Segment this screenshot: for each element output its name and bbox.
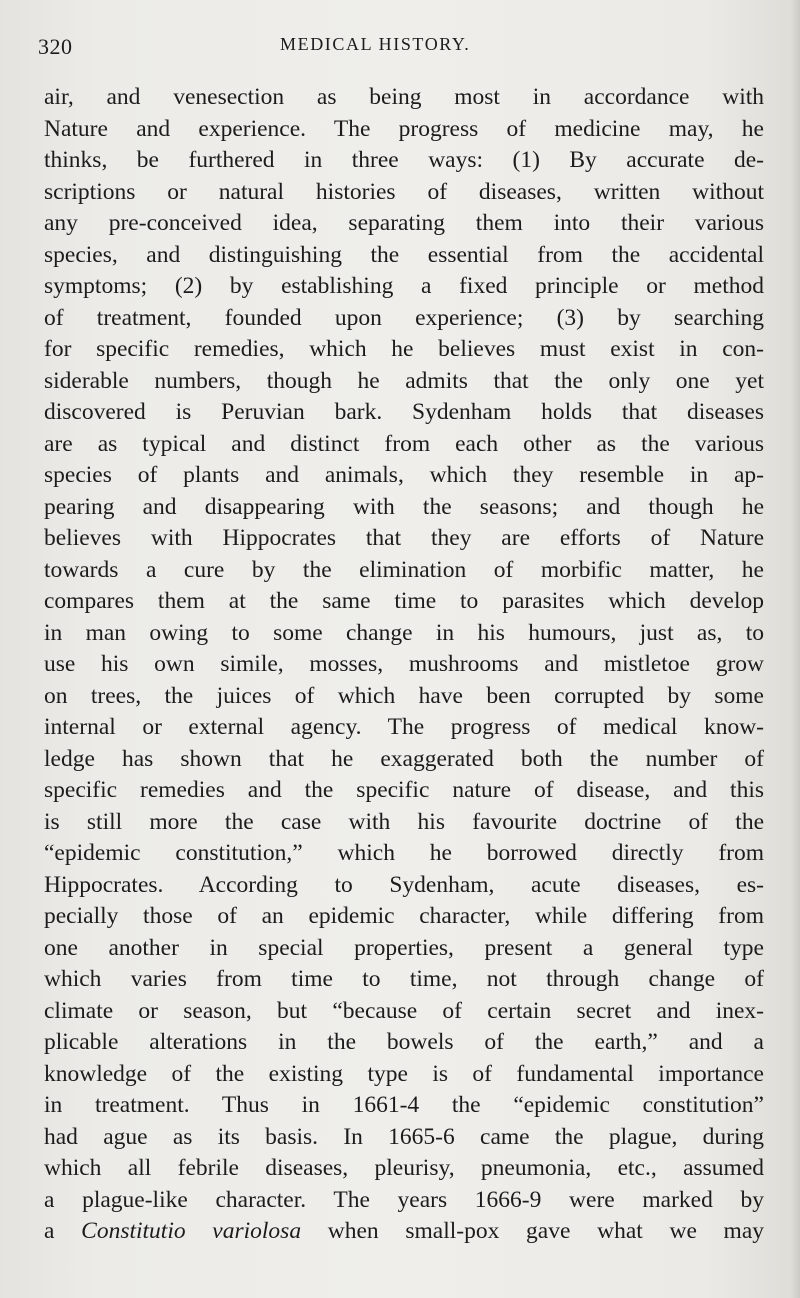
text-line: internal or external agency. The progress of medical know- xyxy=(44,714,764,740)
text-line: “epidemic constitution,” which he borrowed directly from xyxy=(44,840,764,866)
text-line: on trees, the juices of which have been corrupted by some xyxy=(44,682,764,709)
text-line: climate or season, but “because of certain secret and inex- xyxy=(44,997,764,1024)
text-line: species of plants and animals, which they resemble in ap- xyxy=(44,462,764,488)
text-line-last xyxy=(44,1216,764,1248)
page-number: 320 xyxy=(38,34,73,59)
text-line: which all febrile diseases, pleurisy, pneumonia, etc., assumed xyxy=(44,1155,764,1181)
text-line: air, and venesection as being most in accordance with xyxy=(44,84,764,110)
text-line: had ague as its basis. In 1665-6 came the plague, during xyxy=(44,1123,764,1150)
text-line: any pre-conceived idea, separating them into their various xyxy=(44,210,764,236)
text-line: compares them at the same time to parasites which develop xyxy=(44,588,764,614)
text-line: species, and distinguishing the essential from the accidental xyxy=(44,241,764,268)
text-line: for specific remedies, which he believes must exist in con- xyxy=(44,336,764,362)
text-line: in treatment. Thus in 1661-4 the “epidemic constitution” xyxy=(44,1092,764,1118)
last-line-tail: when small-pox gave what we may xyxy=(327,1218,765,1244)
text-line: scriptions or natural histories of diseases, written without xyxy=(44,178,764,205)
text-line: plicable alterations in the bowels of the earth,” and a xyxy=(44,1029,764,1055)
text-line: one another in special properties, present a general type xyxy=(44,934,764,961)
text-line: towards a cure by the elimination of morbific matter, he xyxy=(44,556,764,583)
text-line: Hippocrates. According to Sydenham, acute diseases, es- xyxy=(44,871,764,898)
text-line: pecially those of an epidemic character, while differing from xyxy=(44,903,764,929)
text-line: is still more the case with his favourite doctrine of the xyxy=(44,808,764,835)
last-line-lead: a xyxy=(44,1218,55,1244)
text-line: are as typical and distinct from each other as the various xyxy=(44,430,764,457)
body-text xyxy=(44,82,764,1248)
text-line: a plague-like character. The years 1666-9 were marked by xyxy=(44,1186,764,1213)
text-line: in man owing to some change in his humours, just as, to xyxy=(44,619,764,646)
italic-term: Constitutio variolosa xyxy=(81,1218,302,1244)
running-head: MEDICAL HISTORY. xyxy=(280,34,471,54)
text-line: discovered is Peruvian bark. Sydenham holds that diseases xyxy=(44,399,764,425)
text-line: ledge has shown that he exaggerated both the number of xyxy=(44,745,764,772)
text-line: believes with Hippocrates that they are efforts of Nature xyxy=(44,525,764,551)
text-line: use his own simile, mosses, mushrooms and mistletoe grow xyxy=(44,651,764,677)
text-line: which varies from time to time, not through change of xyxy=(44,966,764,992)
text-line: specific remedies and the specific nature of disease, and this xyxy=(44,777,764,803)
text-line: pearing and disappearing with the seasons; and though he xyxy=(44,493,764,520)
text-line: Nature and experience. The progress of medicine may, he xyxy=(44,115,764,142)
text-line: symptoms; (2) by establishing a fixed principle or method xyxy=(44,273,764,299)
text-line: of treatment, founded upon experience; (3) by searching xyxy=(44,304,764,331)
text-line: siderable numbers, though he admits that the only one yet xyxy=(44,367,764,394)
text-line: knowledge of the existing type is of fundamental importance xyxy=(44,1060,764,1087)
text-line: thinks, be furthered in three ways: (1) By accurate de- xyxy=(44,147,764,173)
page-edge-shadow xyxy=(790,0,800,1298)
